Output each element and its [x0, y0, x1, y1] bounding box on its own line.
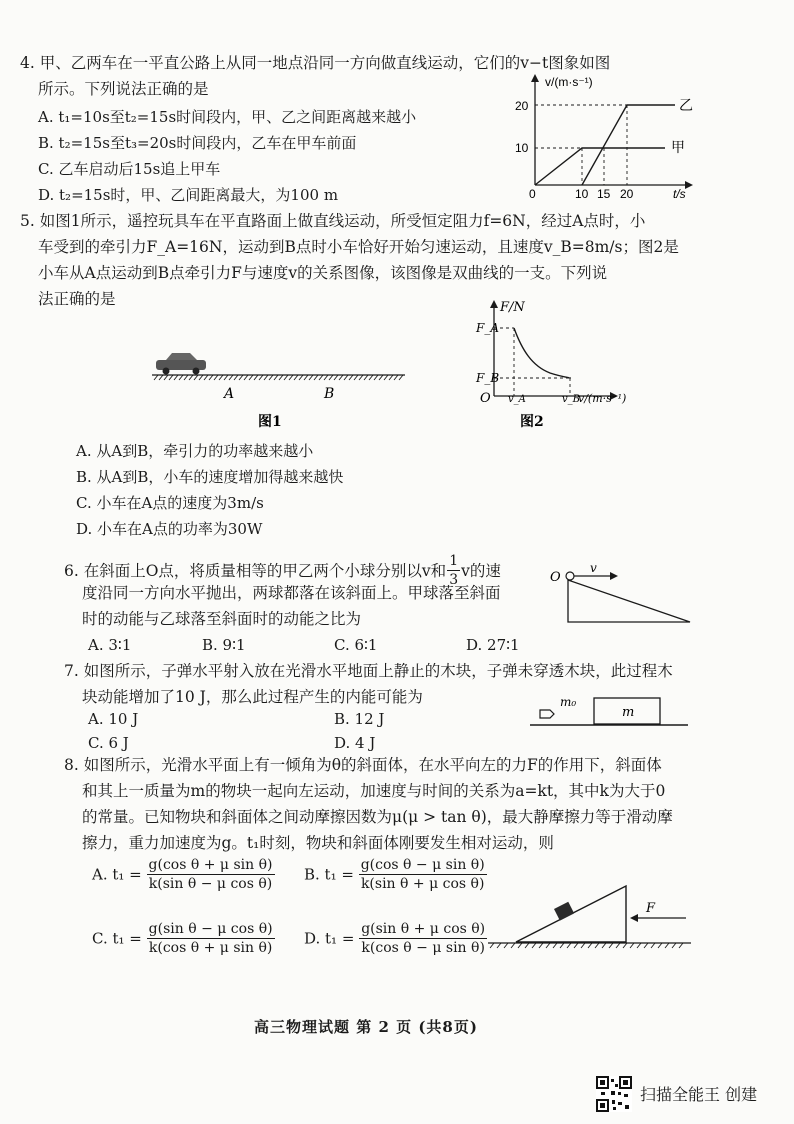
q8-stem-line4: 擦力，重力加速度为g。t₁时刻，物块和斜面体刚要发生相对运动，则 — [82, 834, 554, 852]
hatch-mark — [518, 943, 522, 948]
fb-label: F_B — [476, 371, 500, 385]
hatch-mark — [389, 375, 393, 380]
hatch-mark — [623, 943, 627, 948]
x-tick-10: 10 — [575, 187, 589, 200]
hatch-mark — [294, 375, 298, 380]
option-label: C. t₁ = — [92, 929, 142, 948]
q6-stem-line2: 度沿同一方向水平抛出，两球都落在该斜面上。甲球落至斜面 — [82, 584, 501, 602]
q6-option-d: D. 27∶1 — [466, 636, 520, 654]
page-footer: 高三物理试题 第 2 页 (共8页) — [254, 1018, 478, 1036]
hatch-mark — [244, 375, 248, 380]
hatch-mark — [672, 943, 676, 948]
va-label: v_A — [508, 394, 526, 405]
hatch-mark — [224, 375, 228, 380]
hatch-mark — [637, 943, 641, 948]
q6-option-a: A. 3∶1 — [88, 636, 132, 654]
hatch-mark — [490, 943, 494, 948]
q4-stem-line1: 4. 甲、乙两车在一平直公路上从同一地点沿同一方向做直线运动，它们的v−t图象如图 — [20, 54, 611, 72]
q8-option-b — [304, 856, 487, 893]
hatch-mark — [314, 375, 318, 380]
hatch-mark — [159, 375, 163, 380]
hatch-mark — [581, 943, 585, 948]
hatch-mark — [219, 375, 223, 380]
q5-option-b: B. 从A到B，小车的速度增加得越来越快 — [76, 468, 344, 486]
y-axis-arrow — [531, 74, 539, 82]
x-tick-15: 15 — [597, 187, 611, 200]
fa-label: F_A — [476, 321, 499, 335]
hatch-mark — [665, 943, 669, 948]
hatch-mark — [239, 375, 243, 380]
hyperbola-curve — [514, 328, 570, 378]
hatch-mark — [154, 375, 158, 380]
option-label: D. t₁ = — [304, 929, 355, 948]
q5-option-d: D. 小车在A点的功率为30W — [76, 520, 263, 538]
q7-option-a: A. 10 J — [88, 710, 139, 728]
hatch-mark — [609, 943, 613, 948]
hatch-mark — [329, 375, 333, 380]
fraction-numerator: 1 — [449, 553, 459, 569]
option-label: A. t₁ = — [92, 865, 142, 884]
hatch-mark — [574, 943, 578, 948]
fraction-numerator: g(cos θ + μ sin θ) — [148, 857, 273, 873]
q7-stem-line1: 7. 如图所示，子弹水平射入放在光滑水平地面上静止的木块，子弹未穿透木块，此过程木 — [64, 662, 673, 680]
fraction-numerator: g(cos θ − μ sin θ) — [360, 857, 485, 873]
option-fraction — [147, 920, 275, 957]
hatch-mark — [630, 943, 634, 948]
hatch-mark — [369, 375, 373, 380]
q5-option-a: A. 从A到B，牵引力的功率越来越小 — [76, 442, 314, 460]
block-icon — [554, 902, 574, 921]
hatch-mark — [319, 375, 323, 380]
point-b-label: B — [324, 386, 335, 402]
hatch-mark — [504, 943, 508, 948]
fraction-denominator: k(cos θ − μ sin θ) — [361, 940, 485, 956]
hatch-mark — [539, 943, 543, 948]
fraction-denominator: k(cos θ + μ sin θ) — [148, 940, 273, 956]
hatch-mark — [309, 375, 313, 380]
hatch-mark — [354, 375, 358, 380]
fraction-denominator: k(sin θ + μ cos θ) — [360, 876, 485, 892]
hatch-mark — [595, 943, 599, 948]
hatch-mark — [379, 375, 383, 380]
hatch-mark — [254, 375, 258, 380]
hatch-mark — [384, 375, 388, 380]
q8-stem-line2: 和其上一质量为m的物块一起向左运动，加速度与时间的关系为a=kt，其中k为大于0 — [82, 782, 666, 800]
x-axis-arrow — [685, 181, 693, 189]
hatch-mark — [279, 375, 283, 380]
hatch-mark — [349, 375, 353, 380]
fraction-numerator: g(sin θ + μ cos θ) — [361, 921, 486, 937]
q5-figure-2 — [470, 296, 630, 432]
hatch-mark — [289, 375, 293, 380]
point-o-label: O — [550, 570, 561, 585]
hatch-mark — [602, 943, 606, 948]
hatch-mark — [234, 375, 238, 380]
arrow-head-icon — [610, 572, 618, 580]
hatch-mark — [229, 375, 233, 380]
x-axis-label: v/(m·s⁻¹) — [578, 392, 627, 405]
x-tick-0: 0 — [529, 187, 536, 200]
hatch-mark — [560, 943, 564, 948]
hatch-mark — [359, 375, 363, 380]
q8-option-a — [92, 856, 275, 893]
fig1-caption: 图1 — [258, 414, 282, 430]
q5-figure-1 — [150, 340, 420, 430]
bullet-icon — [540, 710, 554, 718]
q8-stem-line1: 8. 如图所示，光滑水平面上有一倾角为θ的斜面体，在水平向左的力F的作用下，斜面体 — [64, 756, 662, 774]
road-hatching — [154, 375, 403, 380]
q8-stem-line3: 的常量。已知物块和斜面体之间动摩擦因数为μ(μ > tan θ)，最大静摩擦力等于滑动摩 — [82, 808, 673, 826]
q4-vt-graph — [505, 70, 705, 200]
hatch-mark — [497, 943, 501, 948]
q5-stem-line3: 小车从A点运动到B点牵引力F与速度v的关系图像，该图像是双曲线的一支。下列说 — [38, 264, 608, 282]
hatch-mark — [679, 943, 683, 948]
hatch-mark — [651, 943, 655, 948]
y-tick-20: 20 — [515, 99, 529, 113]
hatch-mark — [644, 943, 648, 948]
hatch-mark — [546, 943, 550, 948]
option-fraction — [359, 920, 487, 957]
vb-label: v_B — [562, 394, 580, 405]
hatch-mark — [525, 943, 529, 948]
hatch-mark — [169, 375, 173, 380]
hatch-mark — [567, 943, 571, 948]
velocity-label: v — [590, 562, 597, 575]
q8-option-d — [304, 920, 487, 957]
q6-stem-line3: 时的动能与乙球落至斜面时的动能之比为 — [82, 610, 362, 628]
q4-option-c: C. 乙车启动后15s追上甲车 — [38, 160, 221, 178]
fraction-numerator: g(sin θ − μ cos θ) — [148, 921, 273, 937]
hatch-mark — [511, 943, 515, 948]
hatch-mark — [339, 375, 343, 380]
hatch-mark — [249, 375, 253, 380]
hatch-mark — [209, 375, 213, 380]
hatch-mark — [174, 375, 178, 380]
hatch-mark — [344, 375, 348, 380]
scanner-watermark: 扫描全能王 创建 — [640, 1085, 758, 1104]
x-tick-20: 20 — [620, 187, 634, 200]
force-label: F — [646, 901, 656, 916]
label-jia: 甲 — [671, 140, 685, 156]
q7-option-b: B. 12 J — [334, 710, 385, 728]
hatch-mark — [284, 375, 288, 380]
q5-stem-line4: 法正确的是 — [38, 290, 116, 308]
hatch-mark — [553, 943, 557, 948]
block-mass-label: m — [622, 705, 635, 720]
hatch-mark — [184, 375, 188, 380]
toy-car-icon — [156, 353, 206, 375]
bullet-mass-label: m₀ — [560, 695, 577, 709]
hatch-mark — [399, 375, 403, 380]
q7-bullet-figure — [530, 688, 690, 734]
hatch-mark — [616, 943, 620, 948]
label-yi: 乙 — [679, 98, 693, 114]
q6-option-c: C. 6∶1 — [334, 636, 378, 654]
ball-icon — [566, 572, 574, 580]
hatch-mark — [658, 943, 662, 948]
hatch-mark — [204, 375, 208, 380]
q6-option-b: B. 9∶1 — [202, 636, 246, 654]
hatch-mark — [364, 375, 368, 380]
fraction-denominator: k(sin θ − μ cos θ) — [148, 876, 273, 892]
fig2-caption: 图2 — [520, 414, 544, 430]
fraction-denominator: 3 — [449, 572, 459, 588]
q8-option-c — [92, 920, 275, 957]
q4-option-a: A. t₁=10s至t₂=15s时间段内，甲、乙之间距离越来越小 — [38, 108, 417, 126]
q6-incline-figure — [540, 562, 700, 628]
ground-hatching — [490, 943, 683, 948]
hatch-mark — [264, 375, 268, 380]
qr-code-icon — [596, 1076, 632, 1112]
arrow-head-icon — [630, 914, 638, 922]
q7-option-c: C. 6 J — [88, 734, 129, 752]
q8-wedge-figure — [486, 872, 696, 962]
option-label: B. t₁ = — [304, 865, 354, 884]
hatch-mark — [274, 375, 278, 380]
option-fraction — [147, 856, 275, 893]
q4-option-d: D. t₂=15s时，甲、乙间距离最大，为100 m — [38, 186, 339, 204]
hatch-mark — [269, 375, 273, 380]
q5-stem-line2: 车受到的牵引力F_A=16N，运动到B点时小车恰好开始匀速运动，且速度v_B=8m/s；图2是 — [38, 238, 679, 256]
origin-label: O — [480, 391, 491, 406]
hatch-mark — [394, 375, 398, 380]
q7-option-d: D. 4 J — [334, 734, 376, 752]
x-axis-label: t/s — [673, 187, 686, 200]
hatch-mark — [194, 375, 198, 380]
q5-stem-line1: 5. 如图1所示，遥控玩具车在平直路面上做直线运动，所受恒定阻力f=6N，经过A点时，小 — [20, 212, 646, 230]
y-tick-10: 10 — [515, 141, 529, 155]
hatch-mark — [199, 375, 203, 380]
option-fraction — [359, 856, 487, 893]
hatch-mark — [588, 943, 592, 948]
y-axis-label: F/N — [500, 300, 525, 315]
line-yi — [582, 105, 675, 185]
q6-stem-pre: 6. 在斜面上O点，将质量相等的甲乙两个小球分别以v和 — [64, 561, 447, 580]
q6-stem-post: v的速 — [461, 561, 501, 580]
hatch-mark — [259, 375, 263, 380]
hatch-mark — [532, 943, 536, 948]
incline-triangle — [568, 580, 690, 622]
hatch-mark — [164, 375, 168, 380]
hatch-mark — [304, 375, 308, 380]
y-axis-label: v/(m·s⁻¹) — [545, 75, 593, 89]
q4-stem-line2: 所示。下列说法正确的是 — [38, 80, 209, 98]
q7-stem-line2: 块动能增加了10 J，那么此过程产生的内能可能为 — [82, 688, 423, 706]
y-axis-arrow — [490, 300, 498, 308]
hatch-mark — [299, 375, 303, 380]
q5-option-c: C. 小车在A点的速度为3m/s — [76, 494, 264, 512]
hatch-mark — [324, 375, 328, 380]
hatch-mark — [189, 375, 193, 380]
hatch-mark — [334, 375, 338, 380]
point-a-label: A — [224, 386, 235, 402]
q4-option-b: B. t₂=15s至t₃=20s时间段内，乙车在甲车前面 — [38, 134, 357, 152]
hatch-mark — [214, 375, 218, 380]
hatch-mark — [179, 375, 183, 380]
hatch-mark — [374, 375, 378, 380]
